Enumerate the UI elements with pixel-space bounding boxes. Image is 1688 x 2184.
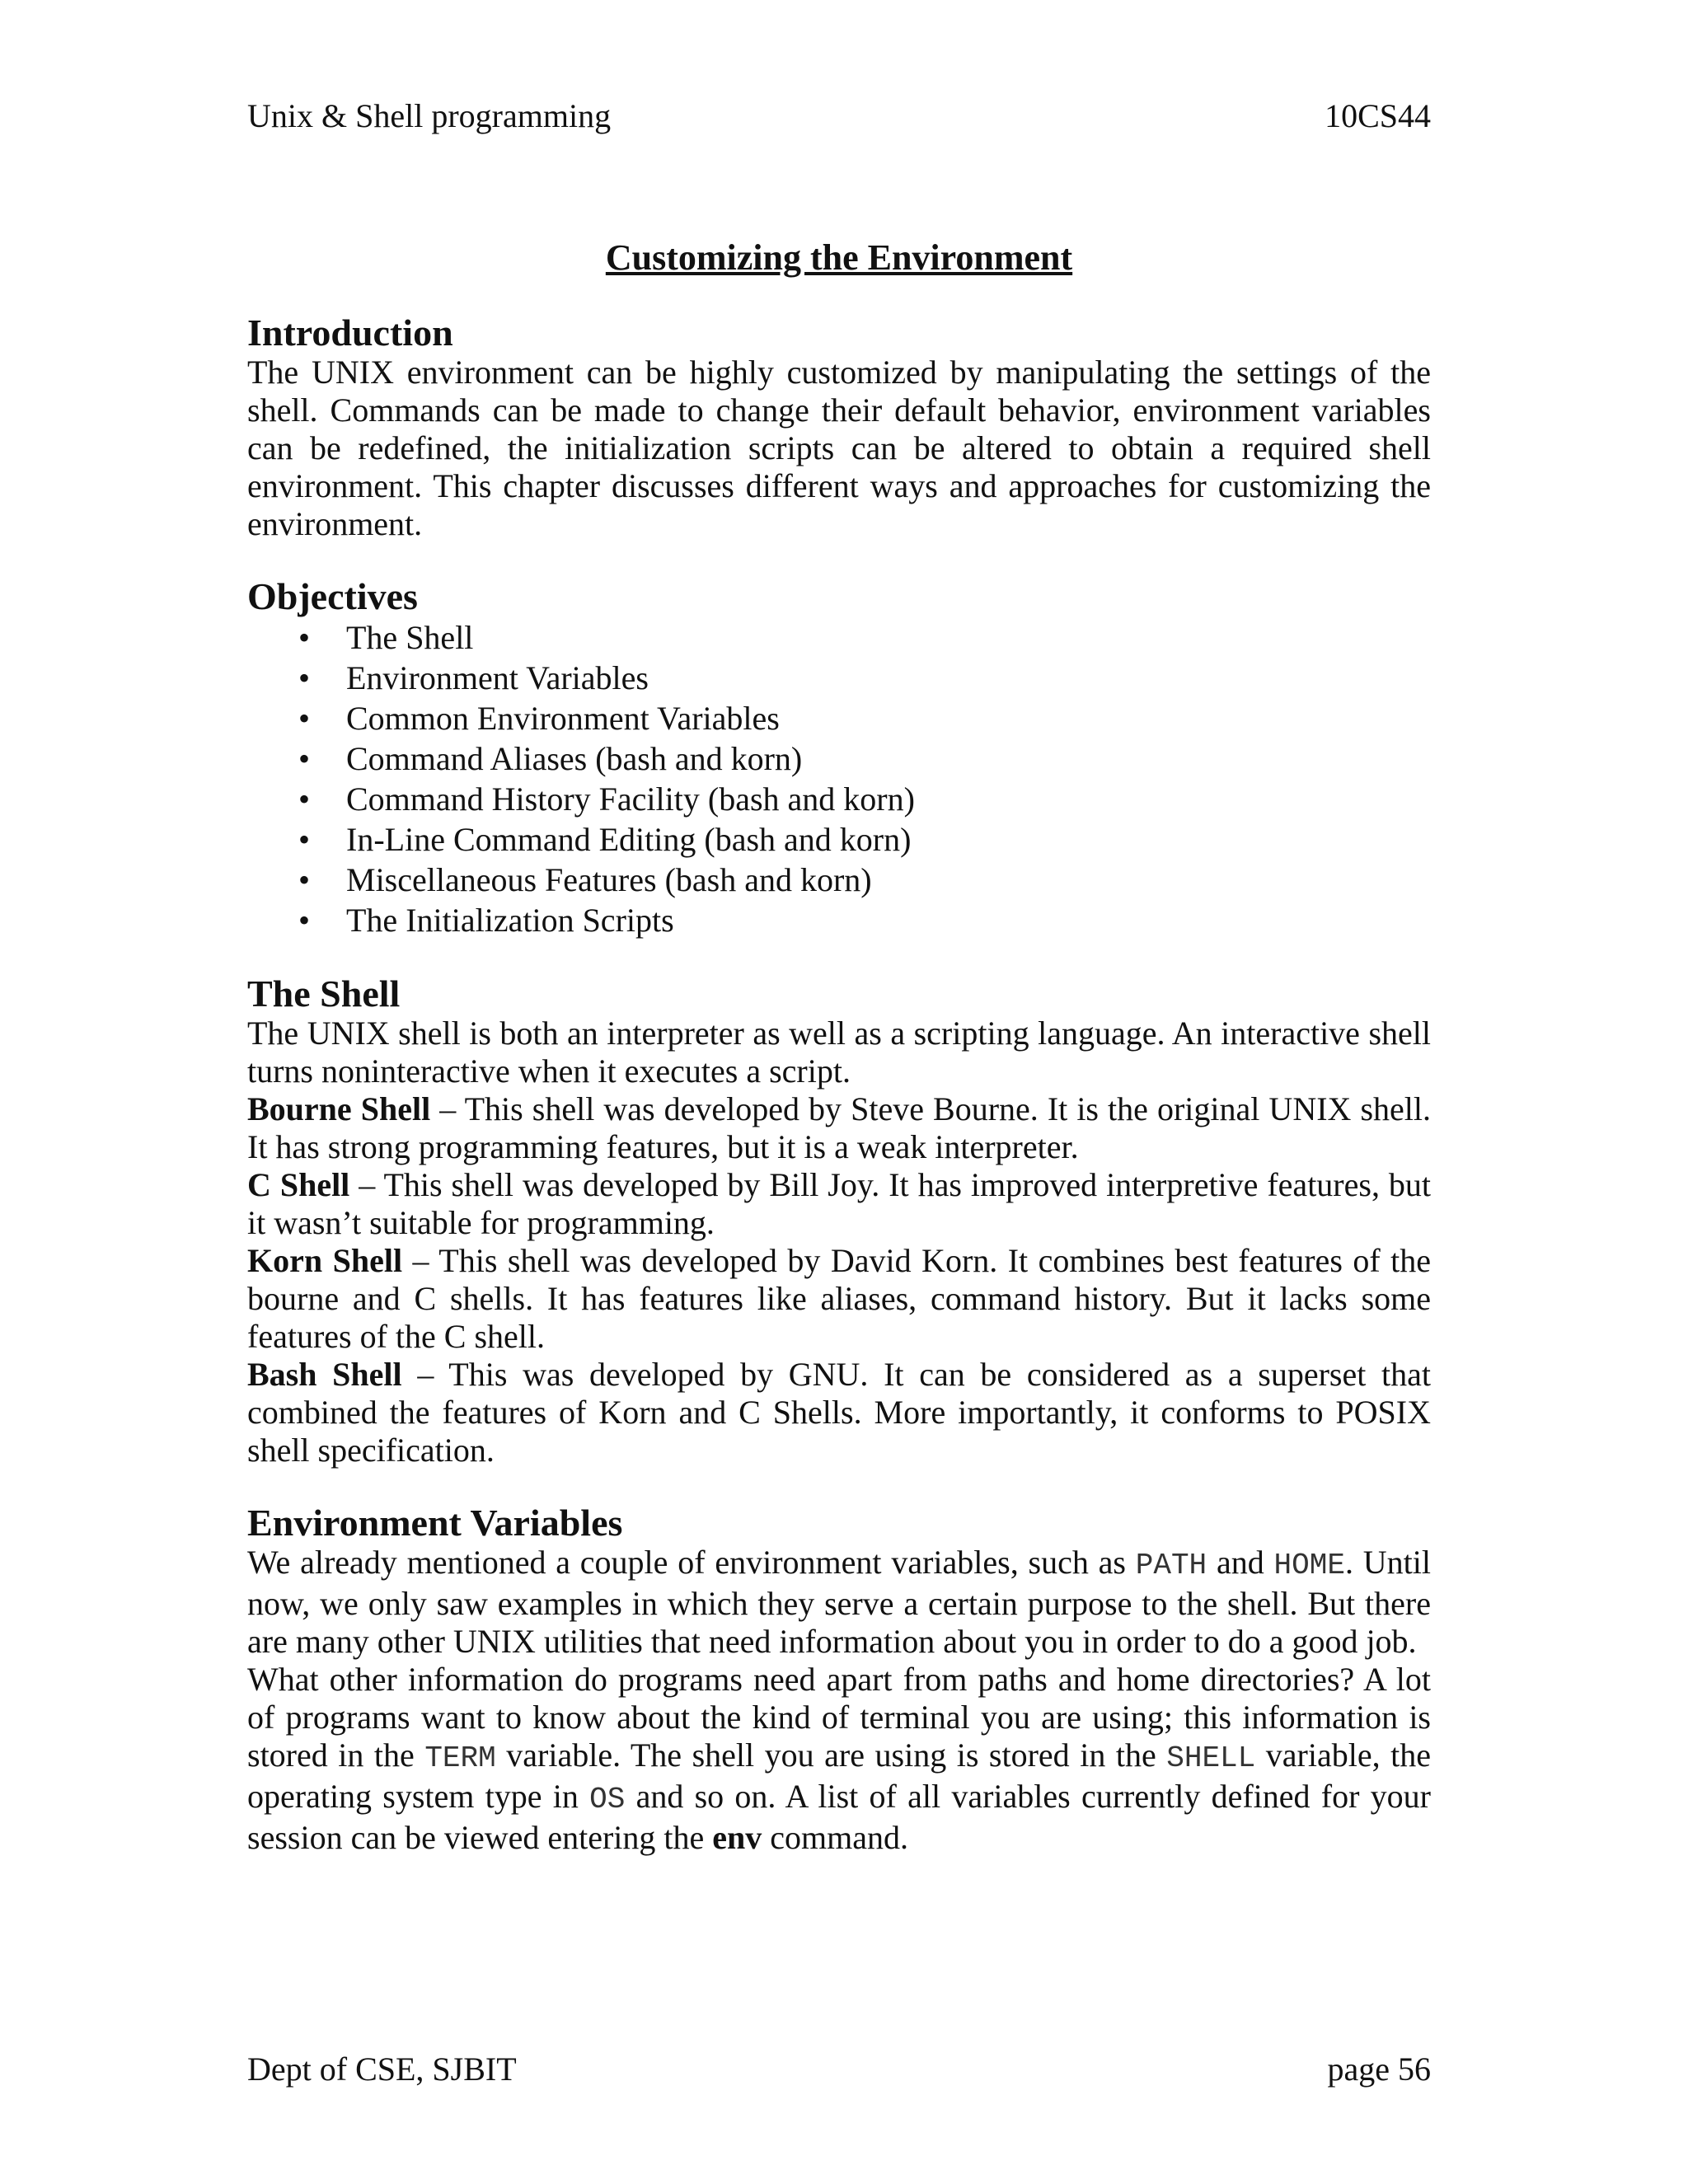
bash-shell-paragraph: Bash Shell – This was developed by GNU. It can be considered as a superset that combined the features of Korn and C Shells. More importantly, it conforms to POSIX shell specification. xyxy=(247,1356,1431,1469)
c-shell-term: C Shell xyxy=(247,1166,350,1203)
code-path: PATH xyxy=(1135,1549,1207,1582)
c-shell-paragraph: C Shell – This shell was developed by Bill Joy. It has improved interpretive features, but it wasn’t suitable for programming. xyxy=(247,1166,1431,1241)
heading-introduction: Introduction xyxy=(247,312,453,354)
page-title: Customizing the Environment xyxy=(605,237,1073,278)
objectives-list xyxy=(247,617,1431,940)
bourne-shell-term: Bourne Shell xyxy=(247,1090,431,1127)
list-item: • Environment Variables xyxy=(298,659,649,696)
page-content xyxy=(247,235,1431,1857)
running-footer xyxy=(247,2048,1431,2091)
heading-environment-variables: Environment Variables xyxy=(247,1502,623,1544)
header-course-code: 10CS44 xyxy=(1325,97,1431,134)
env-paragraph-1: We already mentioned a couple of environment variables, such as PATH and HOME. Until now, we only saw examples in which they serve a certain purpose to the shell. But there are many other UNIX utilities that need information about you in order to do a good job. xyxy=(247,1544,1431,1660)
list-item: • Command History Facility (bash and korn) xyxy=(298,780,915,818)
footer-page-number: page 56 xyxy=(1327,2050,1431,2088)
shell-intro-text: The UNIX shell is both an interpreter as well as a scripting language. An interactive shell turns noninteractive when it executes a script. xyxy=(247,1015,1431,1090)
code-shell: SHELL xyxy=(1166,1741,1256,1775)
running-header xyxy=(247,95,1431,138)
footer-department: Dept of CSE, SJBIT xyxy=(247,2050,517,2088)
list-item: • The Initialization Scripts xyxy=(298,902,674,939)
list-item: • Command Aliases (bash and korn) xyxy=(298,740,803,777)
list-item: • In-Line Command Editing (bash and korn) xyxy=(298,821,912,858)
bullet-icon: • xyxy=(298,740,311,777)
bullet-icon: • xyxy=(298,902,311,939)
header-course-title: Unix & Shell programming xyxy=(247,97,612,134)
list-item: • Miscellaneous Features (bash and korn) xyxy=(298,861,872,898)
korn-shell-paragraph: Korn Shell – This shell was developed by David Korn. It combines best features of the bourne and C shells. It has features like aliases, command history. But it lacks some features of the C shell. xyxy=(247,1242,1431,1355)
bullet-icon: • xyxy=(298,659,311,696)
code-os: OS xyxy=(589,1783,626,1816)
introduction-text: The UNIX environment can be highly customized by manipulating the settings of the shell. Commands can be made to change their default behavior, environment variables can be redefined, the initialization scripts can be altered to obtain a required shell environment. This chapter discusses different ways and approaches for customizing the environment. xyxy=(247,354,1431,542)
bullet-icon: • xyxy=(298,700,311,737)
bullet-icon: • xyxy=(298,780,311,818)
korn-shell-term: Korn Shell xyxy=(247,1242,403,1279)
list-item: • The Shell xyxy=(298,619,474,656)
list-item: • Common Environment Variables xyxy=(298,700,780,737)
heading-the-shell: The Shell xyxy=(247,972,401,1015)
bullet-icon: • xyxy=(298,821,311,858)
bourne-shell-paragraph: Bourne Shell – This shell was developed by Steve Bourne. It is the original UNIX shell. It has strong programming features, but it is a weak interpreter. xyxy=(247,1090,1432,1165)
bullet-icon: • xyxy=(298,619,311,656)
bullet-icon: • xyxy=(298,861,311,898)
code-term: TERM xyxy=(424,1741,496,1775)
env-paragraph-2: What other information do programs need apart from paths and home directories? A lot of programs want to know about the kind of terminal you are using; this information is stored in the TERM variable. The shell you are using is stored in the SHELL variable, the operating system type in OS and so on. A list of all variables currently defined for your session can be viewed entering the env command. xyxy=(247,1661,1431,1856)
heading-objectives: Objectives xyxy=(247,575,418,617)
bash-shell-term: Bash Shell xyxy=(247,1356,402,1393)
code-home: HOME xyxy=(1273,1549,1345,1582)
env-command: env xyxy=(712,1819,762,1856)
